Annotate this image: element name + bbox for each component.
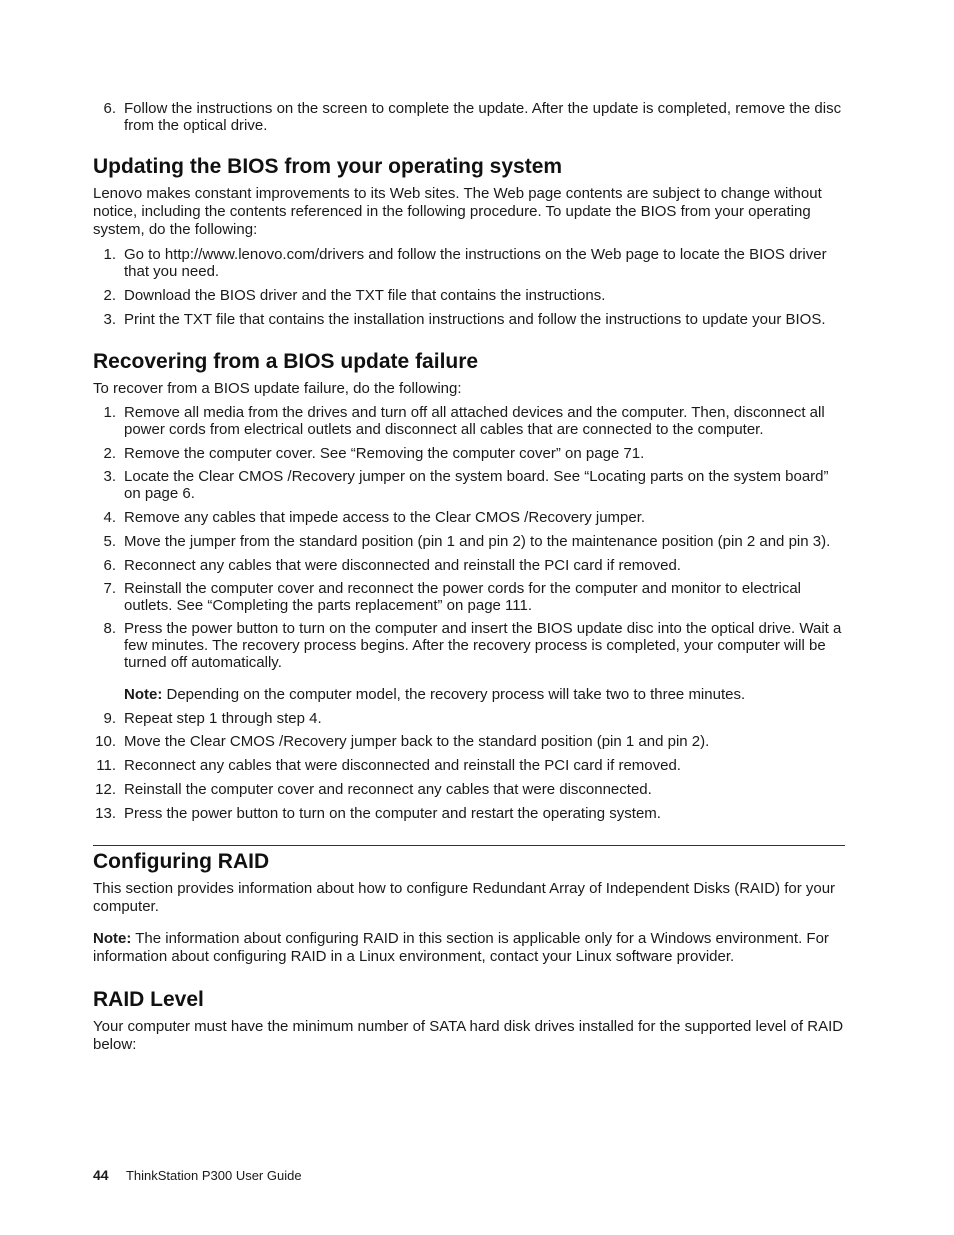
list-text: Locate the Clear CMOS /Recovery jumper on the system board. See “Locating parts on the system board” on page 6. xyxy=(124,468,829,502)
list-number: 7. xyxy=(103,580,116,597)
raid-note xyxy=(93,930,845,966)
list-item xyxy=(93,620,845,671)
list-text: Go to http://www.lenovo.com/drivers and follow the instructions on the Web page to locate the BIOS driver that you need. xyxy=(124,246,827,280)
list-text: Remove all media from the drives and turn off all attached devices and the computer. Then, disconnect all power cords from electrical outlets and disconnect all cables that are connected to the computer. xyxy=(124,404,825,438)
list-text: Remove the computer cover. See “Removing the computer cover” on page 71. xyxy=(124,445,645,462)
list-number: 5. xyxy=(103,533,116,550)
list-number: 13. xyxy=(95,805,116,822)
list-text: Press the power button to turn on the computer and insert the BIOS update disc into the optical drive. Wait a few minutes. The recovery process begins. After the recovery process is completed, your computer will be turned off automatically. xyxy=(124,620,842,671)
list-text: Print the TXT file that contains the installation instructions and follow the instructions to update your BIOS. xyxy=(124,311,826,328)
list-item xyxy=(93,404,845,438)
list-number: 3. xyxy=(103,311,116,328)
list-number: 1. xyxy=(103,246,116,263)
list-item xyxy=(93,445,845,462)
list-item xyxy=(93,733,845,750)
note-text: The information about configuring RAID in this section is applicable only for a Windows environment. For information about configuring RAID in a Linux environment, contact your Linux software provider. xyxy=(93,930,829,965)
list-number: 1. xyxy=(103,404,116,421)
updating-bios-steps xyxy=(93,246,845,328)
list-number: 10. xyxy=(95,733,116,750)
list-number: 2. xyxy=(103,287,116,304)
list-text: Reconnect any cables that were disconnected and reinstall the PCI card if removed. xyxy=(124,757,681,774)
list-text: Remove any cables that impede access to the Clear CMOS /Recovery jumper. xyxy=(124,509,646,526)
recovering-bios-steps xyxy=(93,404,845,671)
list-item xyxy=(93,580,845,614)
list-text: Repeat step 1 through step 4. xyxy=(124,710,322,727)
section-intro: Your computer must have the minimum number of SATA hard disk drives installed for the supported level of RAID below: xyxy=(93,1018,844,1053)
list-item xyxy=(93,533,845,550)
guide-title: ThinkStation P300 User Guide xyxy=(125,1168,302,1183)
list-number: 3. xyxy=(103,468,116,485)
list-text: Download the BIOS driver and the TXT file that contains the instructions. xyxy=(124,287,606,304)
previous-steps-list xyxy=(93,100,845,134)
list-item xyxy=(93,781,845,798)
list-text: Move the Clear CMOS /Recovery jumper back to the standard position (pin 1 and pin 2). xyxy=(124,733,710,750)
list-item xyxy=(93,246,845,280)
list-number: 8. xyxy=(103,620,116,637)
list-item xyxy=(93,311,845,328)
section-heading-raid-level: RAID Level xyxy=(93,988,204,1011)
list-number: 6. xyxy=(103,557,116,574)
list-number: 11. xyxy=(96,757,116,774)
list-number: 4. xyxy=(103,509,116,526)
document-page xyxy=(93,100,845,1054)
page-footer xyxy=(93,1166,302,1185)
list-number: 2. xyxy=(103,445,116,462)
list-item xyxy=(93,805,845,822)
list-text: Follow the instructions on the screen to complete the update. After the update is completed, remove the disc from the optical drive. xyxy=(124,100,842,134)
list-item xyxy=(93,100,845,134)
list-text: Press the power button to turn on the computer and restart the operating system. xyxy=(124,805,661,822)
list-text: Reinstall the computer cover and reconnect the power cords for the computer and monitor to electrical outlets. See “Completing the parts replacement” on page 111. xyxy=(124,580,802,614)
page-number: 44 xyxy=(93,1167,109,1183)
section-heading-configuring-raid: Configuring RAID xyxy=(93,850,270,873)
note-label: Note: xyxy=(93,930,132,947)
list-item xyxy=(93,557,845,574)
list-number: 6. xyxy=(103,100,116,117)
list-number: 12. xyxy=(95,781,116,798)
section-intro: This section provides information about how to configure Redundant Array of Independent Disks (RAID) for your computer. xyxy=(93,880,836,915)
list-text: Reconnect any cables that were disconnected and reinstall the PCI card if removed. xyxy=(124,557,681,574)
section-divider xyxy=(93,845,845,846)
section-intro: Lenovo makes constant improvements to its Web sites. The Web page contents are subject to change without notice, including the contents referenced in the following procedure. To update the BIOS from your operating system, do the following: xyxy=(93,185,822,238)
recovery-note xyxy=(93,686,845,703)
list-text: Move the jumper from the standard position (pin 1 and pin 2) to the maintenance position (pin 2 and pin 3). xyxy=(124,533,831,550)
section-heading-recovering-bios: Recovering from a BIOS update failure xyxy=(93,350,479,373)
recovering-bios-steps-continued xyxy=(93,710,845,822)
list-item xyxy=(93,710,845,727)
list-item xyxy=(93,287,845,304)
list-text: Reinstall the computer cover and reconnect any cables that were disconnected. xyxy=(124,781,652,798)
section-heading-updating-bios: Updating the BIOS from your operating system xyxy=(93,155,563,178)
list-item xyxy=(93,509,845,526)
list-item xyxy=(93,757,845,774)
section-intro: To recover from a BIOS update failure, do the following: xyxy=(93,380,462,397)
note-text: Depending on the computer model, the recovery process will take two to three minutes. xyxy=(166,686,746,703)
list-item xyxy=(93,468,845,502)
note-label: Note: xyxy=(124,686,163,703)
list-number: 9. xyxy=(103,710,116,727)
